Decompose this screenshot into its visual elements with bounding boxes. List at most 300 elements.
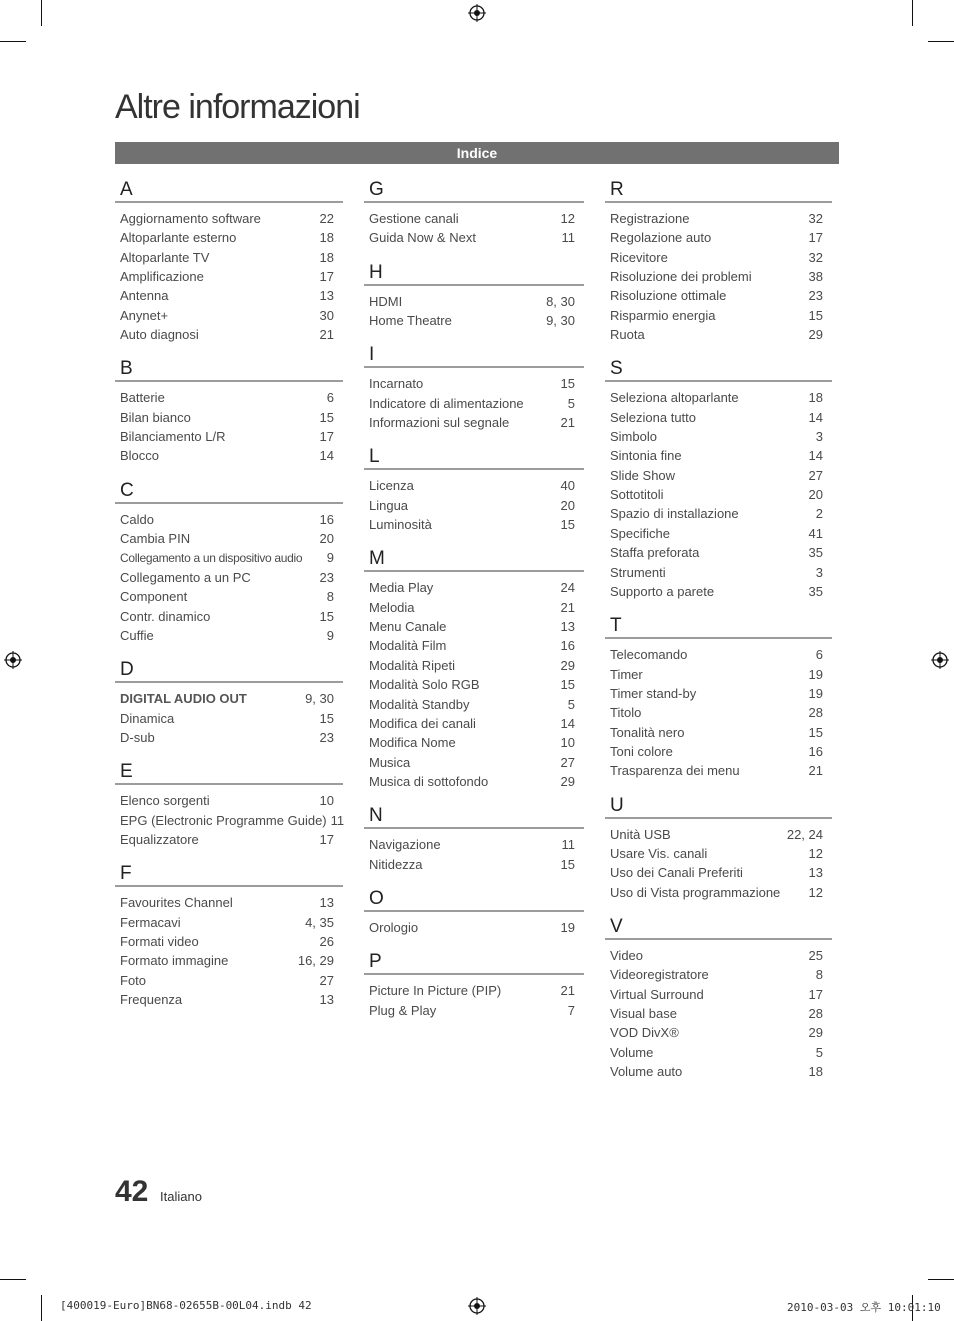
- entry-page: 5: [567, 696, 575, 712]
- entry-page: 16, 29: [297, 953, 334, 969]
- index-entry: [605, 844, 832, 863]
- index-entry: [115, 408, 343, 427]
- index-entry: [605, 209, 832, 228]
- index-entry: [364, 835, 584, 854]
- entry-page: 15: [808, 724, 823, 740]
- entry-term: Auto diagnosi: [120, 327, 199, 343]
- entry-term: Media Play: [369, 580, 434, 596]
- index-entry: [605, 582, 832, 601]
- entry-term: Uso dei Canali Preferiti: [610, 865, 743, 881]
- entry-term: Usare Vis. canali: [610, 845, 708, 861]
- entry-page: 29: [560, 773, 575, 789]
- entry-term: Favourites Channel: [120, 895, 233, 911]
- entry-page: 18: [319, 230, 334, 246]
- entry-page: 4, 35: [305, 914, 334, 930]
- entry-term: Volume: [610, 1044, 654, 1060]
- index-entry: [605, 325, 832, 344]
- entry-term: VOD DivX®: [610, 1025, 679, 1041]
- index-entry: [605, 306, 832, 325]
- index-entry: [364, 1001, 584, 1020]
- entry-term: Home Theatre: [369, 313, 452, 329]
- index-entry: [605, 466, 832, 485]
- entry-term: Timer: [610, 666, 643, 682]
- entry-page: 17: [319, 269, 334, 285]
- entry-page: 21: [808, 763, 823, 779]
- page-number: 42: [115, 1175, 149, 1208]
- index-banner: Indice: [115, 142, 839, 164]
- index-entry: [605, 1023, 832, 1042]
- section-letter: A: [115, 178, 343, 203]
- index-entry: [364, 496, 584, 515]
- crop-mark-bottom-left-v: [41, 1295, 42, 1321]
- entry-page: 15: [319, 608, 334, 624]
- entry-page: 8, 30: [546, 293, 575, 309]
- index-entry: [364, 753, 584, 772]
- index-entry: [605, 723, 832, 742]
- entry-page: 26: [319, 933, 334, 949]
- crop-mark-bottom-left-h: [0, 1279, 26, 1280]
- index-entry: [115, 228, 343, 247]
- index-entry: [605, 427, 832, 446]
- index-section-u: [605, 794, 832, 902]
- entry-term: Risparmio energia: [610, 307, 716, 323]
- entry-page: 13: [560, 619, 575, 635]
- index-entry: [364, 656, 584, 675]
- registration-mark-icon: [468, 1297, 486, 1315]
- index-entry: [115, 306, 343, 325]
- index-entry: [605, 485, 832, 504]
- index-entry: [115, 811, 343, 830]
- index-entry: [115, 325, 343, 344]
- index-entry: [364, 695, 584, 714]
- entry-term: Telecomando: [610, 647, 688, 663]
- section-letter: B: [115, 357, 343, 382]
- index-entry: [364, 311, 584, 330]
- index-entry: [605, 524, 832, 543]
- entry-term: Specifiche: [610, 525, 670, 541]
- entry-term: Anynet+: [120, 307, 169, 323]
- entry-term: Spazio di installazione: [610, 506, 739, 522]
- entry-page: 7: [567, 1002, 575, 1018]
- entry-page: 17: [319, 429, 334, 445]
- entry-page: 15: [808, 307, 823, 323]
- index-entry: [605, 543, 832, 562]
- index-section-h: [364, 261, 584, 331]
- index-entry: [115, 568, 343, 587]
- entry-page: 10: [560, 735, 575, 751]
- index-section-m: [364, 547, 584, 791]
- section-letter: P: [364, 950, 584, 975]
- index-entry: [605, 286, 832, 305]
- index-entry: [115, 587, 343, 606]
- index-section-s: [605, 357, 832, 601]
- index-entry: [605, 1004, 832, 1023]
- entry-page: 17: [808, 986, 823, 1002]
- entry-term: Seleziona tutto: [610, 409, 697, 425]
- entry-page: 20: [808, 487, 823, 503]
- registration-mark-icon: [931, 651, 949, 669]
- section-letter: D: [115, 658, 343, 683]
- index-entry: [364, 228, 584, 247]
- entry-page: 21: [560, 983, 575, 999]
- section-letter: O: [364, 887, 584, 912]
- index-entry: [605, 985, 832, 1004]
- entry-term: Ruota: [610, 327, 645, 343]
- entry-term: Seleziona altoparlante: [610, 390, 739, 406]
- entry-page: 18: [319, 249, 334, 265]
- entry-page: 30: [319, 307, 334, 323]
- entry-page: 21: [560, 599, 575, 615]
- index-entry: [115, 209, 343, 228]
- entry-term: Trasparenza dei menu: [610, 763, 740, 779]
- index-section-d: [115, 658, 343, 747]
- entry-term: Unità USB: [610, 826, 671, 842]
- entry-term: Collegamento a un dispositivo audio: [120, 551, 303, 566]
- entry-term: Altoparlante TV: [120, 249, 210, 265]
- entry-term: Cuffie: [120, 627, 154, 643]
- entry-page: 9, 30: [546, 313, 575, 329]
- entry-page: 29: [808, 327, 823, 343]
- entry-page: 15: [560, 856, 575, 872]
- entry-page: 28: [808, 1006, 823, 1021]
- entry-term: Bilan bianco: [120, 409, 191, 425]
- entry-term: Fermacavi: [120, 914, 181, 930]
- entry-page: 21: [560, 415, 575, 431]
- crop-mark-top-right-h: [928, 41, 954, 42]
- index-entry: [115, 607, 343, 626]
- index-entry: [605, 563, 832, 582]
- entry-term: Modifica dei canali: [369, 715, 476, 731]
- entry-page: 15: [319, 710, 334, 726]
- page-title: Altre informazioni: [115, 88, 360, 126]
- entry-page: 32: [808, 211, 823, 226]
- entry-term: Menu Canale: [369, 619, 447, 635]
- index-entry: [605, 965, 832, 984]
- index-entry: [115, 709, 343, 728]
- index-entry: [364, 374, 584, 393]
- entry-page: 22: [319, 211, 334, 226]
- entry-term: Video: [610, 947, 644, 963]
- index-entry: [364, 855, 584, 874]
- entry-term: Altoparlante esterno: [120, 230, 237, 246]
- entry-page: 2: [815, 506, 823, 522]
- entry-term: Lingua: [369, 497, 409, 513]
- entry-page: 18: [808, 390, 823, 406]
- entry-term: Modifica Nome: [369, 735, 456, 751]
- entry-term: Videoregistratore: [610, 967, 709, 983]
- index-entry: [115, 626, 343, 645]
- entry-term: Virtual Surround: [610, 986, 704, 1002]
- index-section-l: [364, 445, 584, 534]
- entry-term: Indicatore di alimentazione: [369, 395, 524, 411]
- index-entry: [364, 394, 584, 413]
- entry-page: 9: [326, 550, 334, 566]
- entry-page: 38: [808, 269, 823, 285]
- entry-term: EPG (Electronic Programme Guide): [120, 812, 327, 828]
- entry-term: Aggiornamento software: [120, 211, 261, 226]
- index-entry: [605, 645, 832, 664]
- entry-term: Licenza: [369, 478, 414, 494]
- entry-term: Modalità Solo RGB: [369, 677, 480, 693]
- entry-page: 11: [330, 812, 345, 828]
- index-entry: [364, 981, 584, 1000]
- entry-page: 25: [808, 947, 823, 963]
- index-section-n: [364, 804, 584, 874]
- section-letter: R: [605, 178, 832, 203]
- entry-term: Slide Show: [610, 467, 676, 483]
- entry-page: 12: [808, 845, 823, 861]
- entry-page: 13: [319, 288, 334, 304]
- index-entry: [364, 733, 584, 752]
- index-entry: [364, 772, 584, 791]
- entry-term: Plug & Play: [369, 1002, 437, 1018]
- entry-term: Foto: [120, 972, 147, 988]
- entry-term: Strumenti: [610, 564, 666, 580]
- index-entry: [605, 504, 832, 523]
- entry-term: Ricevitore: [610, 249, 668, 265]
- entry-page: 13: [319, 991, 334, 1007]
- index-entry: [115, 248, 343, 267]
- index-entry: [605, 883, 832, 902]
- index-entry: [605, 761, 832, 780]
- entry-term: Modalità Film: [369, 638, 447, 654]
- file-slug: [400019-Euro]BN68-02655B-00L04.indb 42: [60, 1299, 312, 1312]
- index-entry: [605, 825, 832, 844]
- entry-term: Sottotitoli: [610, 487, 664, 503]
- section-letter: G: [364, 178, 584, 203]
- entry-term: Collegamento a un PC: [120, 569, 251, 585]
- index-entry: [605, 1043, 832, 1062]
- entry-page: 16: [560, 638, 575, 654]
- entry-page: 14: [808, 409, 823, 425]
- entry-page: 27: [319, 972, 334, 988]
- entry-page: 20: [560, 497, 575, 513]
- index-entry: [364, 918, 584, 937]
- index-entry: [115, 893, 343, 912]
- entry-page: 16: [319, 511, 334, 527]
- entry-term: Orologio: [369, 919, 419, 935]
- language-label: Italiano: [160, 1189, 202, 1204]
- index-entry: [364, 292, 584, 311]
- entry-page: 11: [561, 837, 575, 853]
- entry-term: Timer stand-by: [610, 685, 697, 701]
- index-section-c: [115, 479, 343, 645]
- index-entry: [364, 209, 584, 228]
- entry-page: 32: [808, 249, 823, 265]
- entry-page: 14: [808, 448, 823, 464]
- entry-term: Formato immagine: [120, 953, 229, 969]
- entry-page: 18: [808, 1064, 823, 1080]
- entry-page: 23: [319, 729, 334, 745]
- index-entry: [115, 990, 343, 1009]
- index-entry: [115, 286, 343, 305]
- index-section-p: [364, 950, 584, 1020]
- section-letter: C: [115, 479, 343, 504]
- index-section-t: [605, 614, 832, 780]
- index-entry: [115, 446, 343, 465]
- index-entry: [364, 598, 584, 617]
- entry-term: Incarnato: [369, 376, 424, 392]
- entry-page: 19: [560, 919, 575, 935]
- entry-page: 3: [815, 429, 823, 445]
- entry-term: Musica: [369, 754, 411, 770]
- entry-page: 15: [560, 677, 575, 693]
- entry-term: Contr. dinamico: [120, 608, 211, 624]
- entry-page: 6: [326, 390, 334, 406]
- entry-page: 28: [808, 705, 823, 721]
- entry-term: Guida Now & Next: [369, 230, 476, 246]
- section-letter: M: [364, 547, 584, 572]
- entry-page: 15: [560, 517, 575, 533]
- entry-page: 21: [319, 327, 334, 343]
- entry-page: 35: [808, 583, 823, 599]
- index-entry: [115, 529, 343, 548]
- entry-page: 5: [567, 395, 575, 411]
- section-letter: H: [364, 261, 584, 286]
- entry-page: 22, 24: [786, 826, 823, 842]
- entry-page: 3: [815, 564, 823, 580]
- index-entry: [364, 476, 584, 495]
- index-section-b: [115, 357, 343, 465]
- entry-term: Nitidezza: [369, 856, 423, 872]
- entry-page: 15: [319, 409, 334, 425]
- entry-term: Picture In Picture (PIP): [369, 983, 502, 999]
- index-section-f: [115, 862, 343, 1009]
- entry-term: Toni colore: [610, 743, 673, 759]
- index-entry: [115, 728, 343, 747]
- index-entry: [115, 689, 343, 708]
- entry-term: Regolazione auto: [610, 230, 712, 246]
- entry-term: Registrazione: [610, 211, 690, 226]
- entry-term: Luminosità: [369, 517, 432, 533]
- index-entry: [364, 675, 584, 694]
- crop-mark-top-left-h: [0, 41, 26, 42]
- entry-term: Component: [120, 589, 188, 605]
- entry-page: 23: [319, 569, 334, 585]
- entry-page: 6: [815, 647, 823, 663]
- entry-page: 11: [561, 230, 575, 246]
- entry-page: 8: [326, 589, 334, 605]
- entry-page: 14: [319, 448, 334, 464]
- entry-page: 27: [808, 467, 823, 483]
- entry-term: Batterie: [120, 390, 165, 406]
- entry-term: Modalità Ripeti: [369, 657, 455, 673]
- registration-mark-icon: [4, 651, 22, 669]
- entry-term: Antenna: [120, 288, 169, 304]
- registration-mark-icon: [468, 4, 486, 22]
- entry-term: Navigazione: [369, 837, 441, 853]
- entry-term: Simbolo: [610, 429, 657, 445]
- index-section-o: [364, 887, 584, 937]
- entry-page: 17: [808, 230, 823, 246]
- index-entry: [364, 714, 584, 733]
- entry-term: Supporto a parete: [610, 583, 715, 599]
- index-entry: [605, 1062, 832, 1081]
- index-entry: [605, 446, 832, 465]
- index-column-1: [115, 178, 343, 1022]
- section-letter: E: [115, 760, 343, 785]
- entry-term: Melodia: [369, 599, 415, 615]
- entry-page: 19: [808, 666, 823, 682]
- index-entry: [605, 863, 832, 882]
- entry-page: 40: [560, 478, 575, 494]
- index-entry: [115, 971, 343, 990]
- index-entry: [115, 427, 343, 446]
- entry-page: 20: [319, 531, 334, 547]
- entry-page: 8: [815, 967, 823, 983]
- entry-page: 12: [560, 211, 575, 226]
- entry-term: Modalità Standby: [369, 696, 470, 712]
- index-entry: [115, 913, 343, 932]
- crop-mark-top-left-v: [41, 0, 42, 26]
- entry-page: 24: [560, 580, 575, 596]
- index-entry: [115, 548, 343, 567]
- index-section-e: [115, 760, 343, 849]
- index-entry: [605, 248, 832, 267]
- index-entry: [605, 408, 832, 427]
- entry-term: Titolo: [610, 705, 642, 721]
- entry-page: 15: [560, 376, 575, 392]
- index-entry: [115, 388, 343, 407]
- entry-page: 35: [808, 545, 823, 561]
- entry-term: Staffa preforata: [610, 545, 700, 561]
- entry-page: 9: [326, 627, 334, 643]
- entry-page: 5: [815, 1044, 823, 1060]
- entry-term: Caldo: [120, 511, 154, 527]
- entry-term: Frequenza: [120, 991, 183, 1007]
- crop-mark-bottom-right-h: [928, 1279, 954, 1280]
- entry-term: Informazioni sul segnale: [369, 415, 510, 431]
- entry-term: Musica di sottofondo: [369, 773, 489, 789]
- section-letter: U: [605, 794, 832, 819]
- index-entry: [605, 388, 832, 407]
- entry-page: 9, 30: [305, 691, 334, 707]
- index-section-r: [605, 178, 832, 344]
- section-letter: S: [605, 357, 832, 382]
- index-entry: [115, 267, 343, 286]
- section-letter: F: [115, 862, 343, 887]
- entry-term: Blocco: [120, 448, 160, 464]
- index-entry: [605, 684, 832, 703]
- entry-term: D-sub: [120, 729, 155, 745]
- index-section-v: [605, 915, 832, 1081]
- section-letter: N: [364, 804, 584, 829]
- entry-term: Cambia PIN: [120, 531, 191, 547]
- entry-term: Bilanciamento L/R: [120, 429, 226, 445]
- index-entry: [605, 665, 832, 684]
- entry-term: Gestione canali: [369, 211, 459, 226]
- entry-term: Tonalità nero: [610, 724, 685, 740]
- entry-term: Formati video: [120, 933, 199, 949]
- entry-term: Uso di Vista programmazione: [610, 884, 781, 900]
- entry-term: Dinamica: [120, 710, 175, 726]
- section-letter: V: [605, 915, 832, 940]
- crop-mark-top-right-v: [912, 0, 913, 26]
- index-section-g: [364, 178, 584, 248]
- index-entry: [605, 742, 832, 761]
- section-letter: L: [364, 445, 584, 470]
- entry-page: 16: [808, 743, 823, 759]
- index-section-i: [364, 343, 584, 432]
- index-entry: [364, 413, 584, 432]
- entry-term: Amplificazione: [120, 269, 204, 285]
- entry-page: 14: [560, 715, 575, 731]
- entry-page: 27: [560, 754, 575, 770]
- index-entry: [605, 228, 832, 247]
- section-letter: I: [364, 343, 584, 368]
- index-entry: [364, 515, 584, 534]
- entry-page: 19: [808, 685, 823, 701]
